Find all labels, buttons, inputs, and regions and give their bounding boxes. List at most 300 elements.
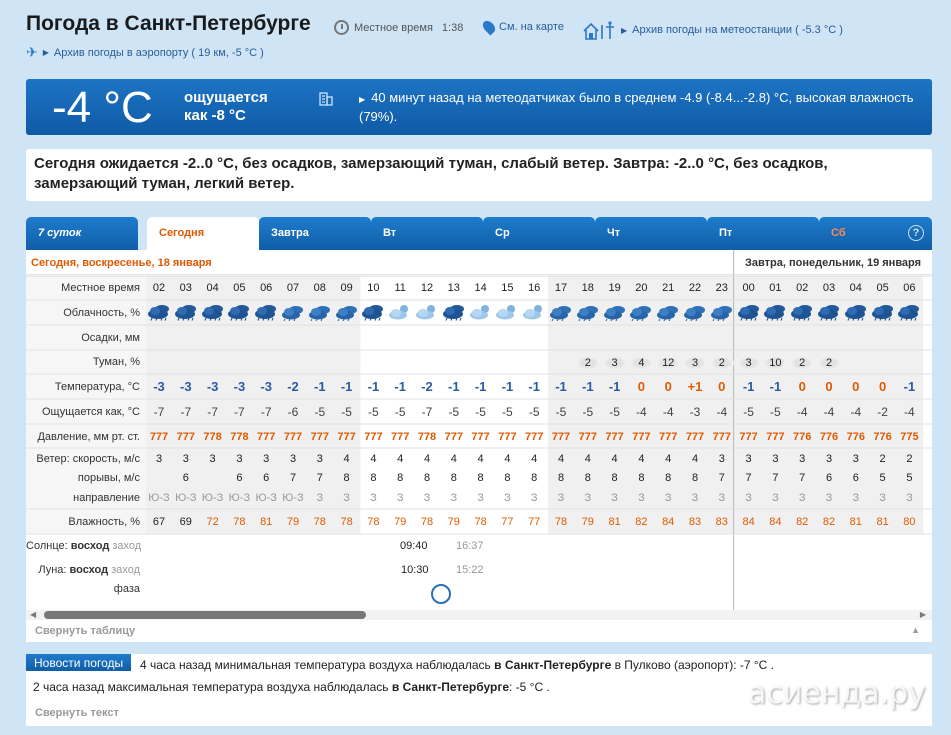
hour-cell: 20 — [635, 282, 648, 294]
gust-cell: 8 — [638, 472, 645, 484]
pressure-cell: 778 — [417, 431, 437, 443]
sunset-time: 16:37 — [456, 540, 484, 552]
news-item-text: 2 часа назад максимальная температура воздуха наблюдалась — [33, 680, 392, 694]
wind-direction-cell: Ю-З — [228, 492, 251, 504]
row-label-sun — [26, 540, 140, 552]
airplane-icon: ✈ — [26, 44, 38, 60]
partly-cloudy-icon — [388, 303, 412, 321]
temperature-cell: +1 — [687, 379, 703, 394]
humidity-cell: 84 — [742, 516, 755, 528]
humidity-cell: 82 — [822, 516, 836, 528]
feels-like-cell: -6 — [287, 405, 299, 419]
gust-cell: 8 — [450, 472, 457, 484]
row-label-phase: фаза — [113, 583, 140, 595]
hour-cell: 03 — [822, 282, 836, 294]
hour-cell: 04 — [206, 282, 219, 294]
humidity-cell: 69 — [179, 516, 192, 528]
temperature-cell: -1 — [769, 379, 782, 394]
feels-like-cell: -5 — [314, 405, 326, 419]
hour-cell: 11 — [394, 282, 406, 294]
wind-direction-cell: Ю-З — [175, 492, 197, 504]
fog-value: 3 — [683, 356, 707, 370]
feels-like-cell: -4 — [716, 405, 728, 419]
arrow-right-icon: ▶ — [359, 95, 366, 104]
wind-direction-cell: З — [611, 492, 618, 504]
feels-like — [184, 89, 268, 125]
humidity-cell: 81 — [876, 516, 889, 528]
temperature-cell: -1 — [742, 379, 755, 394]
wind-direction-cell: З — [772, 492, 779, 504]
caret-up-icon[interactable]: ▲ — [911, 625, 920, 635]
gust-cell: 8 — [691, 472, 699, 484]
wind-speed-cell: 3 — [289, 453, 297, 465]
cloudy-icon — [656, 303, 680, 321]
pressure-cell: 776 — [793, 431, 812, 443]
today-date-label: Сегодня, воскресенье, 18 января — [31, 257, 212, 269]
news-item-city: в Санкт-Петербурге — [494, 658, 612, 672]
wind-direction-cell: З — [584, 492, 592, 504]
hour-cell: 06 — [260, 282, 273, 294]
scroll-right-icon[interactable]: ▶ — [919, 610, 926, 619]
pressure-cell: 777 — [766, 431, 785, 443]
forecast-table — [26, 250, 932, 642]
wind-speed-cell: 4 — [584, 453, 591, 465]
wind-direction-cell: З — [557, 492, 565, 504]
temperature-cell: -1 — [528, 379, 540, 394]
cloudy-icon — [281, 303, 305, 321]
temperature-cell: -3 — [180, 379, 192, 394]
tab-saturday[interactable] — [819, 217, 932, 250]
hour-cell: 01 — [769, 282, 782, 294]
pressure-cell: 777 — [551, 431, 571, 443]
scrollbar-thumb[interactable] — [44, 611, 366, 619]
humidity-cell: 79 — [447, 516, 460, 528]
news-item-text-end: в Пулково (аэропорт): -7 °С . — [611, 658, 774, 672]
humidity-cell: 84 — [769, 516, 782, 528]
wind-direction-cell: З — [477, 492, 484, 504]
local-time-value: 1:38 — [441, 21, 464, 34]
hour-cell: 13 — [447, 282, 460, 294]
wind-speed-cell: 3 — [263, 453, 270, 465]
temperature-cell: 0 — [825, 379, 833, 394]
hour-cell: 19 — [608, 282, 621, 294]
feels-like-cell: -5 — [448, 405, 460, 419]
pressure-cell: 777 — [525, 431, 544, 443]
wind-speed-cell: 4 — [665, 453, 672, 465]
cloudy-icon — [576, 303, 600, 321]
wind-direction-cell: З — [906, 492, 913, 504]
temperature-cell: -2 — [287, 379, 299, 394]
pressure-cell: 777 — [176, 431, 195, 443]
hour-cell: 22 — [688, 282, 702, 294]
feels-like-line1: ощущается — [184, 89, 268, 106]
hour-cell: 08 — [313, 282, 326, 294]
map-pin-icon — [481, 19, 498, 36]
news-badge: Новости погоды — [26, 654, 131, 671]
arrow-right-icon: ▶ — [42, 48, 49, 57]
feels-like-cell: -2 — [877, 405, 888, 419]
partly-cloudy-icon — [469, 303, 493, 321]
humidity-cell: 78 — [420, 516, 434, 528]
wind-speed-cell: 4 — [370, 453, 377, 465]
pressure-cell: 777 — [257, 431, 276, 443]
pressure-cell: 777 — [498, 431, 517, 443]
cloudy-icon — [549, 303, 573, 321]
horizontal-scrollbar[interactable] — [26, 610, 932, 620]
station-archive-label[interactable]: Архив погоды на метеостанции ( -5.3 °C ) — [632, 24, 843, 36]
humidity-cell: 72 — [206, 516, 219, 528]
temperature-cell: 0 — [852, 379, 860, 394]
page-title: Погода в Санкт-Петербурге — [26, 12, 311, 35]
hour-cell: 18 — [581, 282, 594, 294]
wind-direction-cell: З — [852, 492, 860, 504]
row-label-gusts: порывы, м/с — [77, 472, 140, 484]
temperature-cell: -1 — [340, 379, 353, 394]
gust-cell: 8 — [397, 472, 404, 484]
news-item — [140, 658, 774, 672]
pressure-cell: 776 — [819, 431, 839, 443]
moonrise-time: 10:30 — [401, 564, 429, 576]
tab-tuesday[interactable]: Вт — [371, 217, 483, 250]
wind-speed-cell: 4 — [557, 453, 565, 465]
sunset-word: заход — [112, 540, 142, 552]
wind-direction-cell: Ю-З — [201, 492, 224, 504]
forecast-summary: Сегодня ожидается -2..0 °C, без осадков, замерзающий туман, слабый ветер. Завтра: -2..0 °C, без осадков, замерзающий туман, легкий ветер. — [26, 149, 932, 201]
feels-like-cell: -4 — [636, 405, 647, 419]
wind-speed-cell: 3 — [745, 453, 752, 465]
overcast-icon — [817, 303, 841, 321]
sunrise-time: 09:40 — [400, 540, 428, 552]
row-label-precip: Осадки, мм — [81, 332, 140, 344]
gust-cell: 7 — [718, 472, 725, 484]
temperature-cell: -3 — [260, 379, 272, 394]
pressure-cell: 777 — [337, 431, 356, 443]
gust-cell: 5 — [879, 472, 886, 484]
gust-cell: 6 — [182, 472, 189, 484]
tab-today[interactable]: Сегодня — [147, 217, 259, 250]
row-label-temp: Температура, °С — [54, 381, 140, 393]
hour-cell: 16 — [528, 282, 541, 294]
tab-7-days[interactable]: 7 суток — [26, 217, 138, 250]
news-item-text: 4 часа назад минимальная температура воздуха наблюдалась — [140, 658, 495, 672]
fog-value: 12 — [656, 356, 680, 370]
sensor-note — [359, 89, 924, 125]
gust-cell: 8 — [557, 472, 565, 484]
sunrise-word: восход — [70, 540, 110, 552]
humidity-cell: 83 — [715, 516, 728, 528]
overcast-icon — [871, 303, 895, 321]
row-label-pressure: Давление, мм рт. ст. — [37, 431, 140, 443]
hour-cell: 12 — [420, 282, 434, 294]
feels-like-cell: -3 — [689, 405, 701, 419]
temperature-cell: -1 — [314, 379, 326, 394]
feels-like-cell: -5 — [475, 405, 486, 419]
cloudy-icon — [710, 303, 734, 321]
fog-value: 3 — [737, 356, 761, 370]
wind-speed-cell: 4 — [504, 453, 511, 465]
cloudy-icon — [683, 303, 707, 321]
wind-direction-cell: Ю-З — [255, 492, 277, 504]
temperature-cell: -3 — [233, 379, 246, 394]
gust-cell: 8 — [504, 472, 511, 484]
pressure-cell: 777 — [471, 431, 490, 443]
gust-cell: 6 — [236, 472, 243, 484]
wind-speed-cell: 4 — [638, 453, 645, 465]
humidity-cell: 83 — [688, 516, 702, 528]
humidity-cell: 78 — [367, 516, 380, 528]
wind-direction-cell: З — [798, 492, 806, 504]
temperature-cell: -3 — [206, 379, 219, 394]
temperature-cell: -1 — [367, 379, 380, 394]
gust-cell: 8 — [611, 472, 618, 484]
news-item-city: в Санкт-Петербурге — [391, 680, 509, 694]
wind-direction-cell: З — [370, 492, 377, 504]
overcast-icon — [844, 303, 868, 321]
hour-cell: 05 — [233, 282, 246, 294]
pressure-cell: 778 — [230, 431, 249, 443]
feels-like-cell: -4 — [850, 405, 862, 419]
feels-like-cell: -5 — [582, 405, 594, 419]
tomorrow-date-label: Завтра, понедельник, 19 января — [745, 257, 922, 269]
tab-thursday[interactable]: Чт — [595, 217, 707, 250]
pressure-cell: 777 — [605, 431, 624, 443]
gust-cell: 7 — [316, 472, 323, 484]
wind-direction-cell: З — [396, 492, 404, 504]
temperature-cell: -1 — [448, 379, 460, 394]
partly-cloudy-icon — [415, 303, 439, 321]
hour-cell: 02 — [152, 282, 166, 294]
wind-speed-cell: 4 — [531, 453, 538, 465]
wind-speed-cell: 2 — [879, 453, 886, 465]
wind-speed-cell: 3 — [236, 453, 243, 465]
row-label-direction: направление — [73, 492, 140, 504]
wind-speed-cell: 3 — [182, 453, 189, 465]
help-icon[interactable]: ? — [908, 225, 924, 241]
feels-like-cell: -4 — [796, 405, 808, 419]
wind-direction-cell: З — [530, 492, 538, 504]
wind-direction-cell: З — [825, 492, 833, 504]
humidity-cell: 80 — [903, 516, 916, 528]
hour-cell: 04 — [849, 282, 862, 294]
feels-like-cell: -4 — [662, 405, 674, 419]
wind-direction-cell: З — [316, 492, 324, 504]
local-time-label: Местное время — [354, 21, 433, 34]
tab-tomorrow[interactable]: Завтра — [259, 217, 371, 250]
humidity-cell: 81 — [849, 516, 862, 528]
temperature-cell: 0 — [637, 379, 645, 394]
collapse-table-link[interactable]: Свернуть таблицу — [35, 625, 136, 637]
overcast-icon — [442, 303, 466, 321]
pressure-cell: 777 — [712, 431, 731, 443]
temperature-cell: -2 — [421, 379, 433, 394]
humidity-cell: 81 — [608, 516, 621, 528]
airport-archive-label[interactable]: Архив погоды в аэропорту ( 19 км, -5 °C ) — [53, 46, 264, 59]
hour-cell: 03 — [179, 282, 192, 294]
building-icon — [318, 90, 334, 106]
cloudy-icon — [629, 303, 653, 321]
sun-prefix: Солнце: — [26, 540, 68, 552]
temperature-cell: -1 — [903, 379, 916, 394]
wind-speed-cell: 3 — [209, 453, 216, 465]
pressure-cell: 777 — [739, 431, 758, 443]
pressure-cell: 775 — [900, 431, 919, 443]
humidity-cell: 79 — [394, 516, 407, 528]
temperature-cell: -3 — [153, 379, 165, 394]
feels-like-cell: -5 — [368, 405, 379, 419]
wind-speed-cell: 4 — [397, 453, 404, 465]
pressure-cell: 777 — [391, 431, 410, 443]
wind-direction-cell: З — [450, 492, 458, 504]
tab-saturday-label[interactable]: Сб — [831, 227, 846, 239]
temperature-cell: -1 — [608, 379, 621, 394]
humidity-cell: 84 — [662, 516, 675, 528]
station-archive-link[interactable] — [582, 20, 843, 40]
pressure-cell: 776 — [846, 431, 865, 443]
sensor-note-text: 40 минут назад на метеодатчиках было в среднем -4.9 (-8.4...-2.8) °C, высокая влажность (79%). — [359, 90, 914, 124]
row-label-time: Местное время — [61, 282, 140, 294]
temperature-cell: -1 — [501, 379, 514, 394]
gust-cell: 7 — [799, 472, 806, 484]
partly-cloudy-icon — [495, 303, 519, 321]
feels-like-cell: -5 — [743, 405, 754, 419]
wind-speed-cell: 4 — [611, 453, 618, 465]
wind-direction-cell: З — [504, 492, 511, 504]
partly-cloudy-icon — [522, 303, 546, 321]
humidity-cell: 79 — [286, 516, 300, 528]
gust-cell: 8 — [343, 472, 350, 484]
row-label-cloud: Облачность, % — [63, 307, 140, 319]
overcast-icon — [763, 303, 787, 321]
temperature-cell: -1 — [555, 379, 567, 394]
humidity-cell: 78 — [313, 516, 326, 528]
feels-like-cell: -4 — [904, 405, 915, 419]
moonset-word: заход — [111, 564, 140, 576]
humidity-cell: 82 — [796, 516, 809, 528]
gust-cell: 8 — [423, 472, 431, 484]
cloudy-icon — [335, 303, 359, 321]
collapse-text-link[interactable]: Свернуть текст — [35, 707, 119, 719]
overcast-icon — [174, 303, 198, 321]
map-link-label[interactable]: См. на карте — [499, 21, 564, 33]
gust-cell: 6 — [263, 472, 270, 484]
moon-prefix: Луна: — [38, 564, 67, 576]
temperature-cell: -1 — [394, 379, 406, 394]
pressure-cell: 777 — [283, 431, 303, 443]
hour-cell: 14 — [474, 282, 487, 294]
overcast-icon — [737, 303, 761, 321]
wind-speed-cell: 2 — [906, 453, 913, 465]
wind-speed-cell: 3 — [825, 453, 833, 465]
feels-like-cell: -7 — [207, 405, 218, 419]
wind-speed-cell: 3 — [718, 453, 725, 465]
humidity-cell: 78 — [233, 516, 246, 528]
gust-cell: 8 — [665, 472, 672, 484]
hour-cell: 05 — [876, 282, 889, 294]
feels-like-cell: -7 — [421, 405, 433, 419]
overcast-icon — [897, 303, 921, 321]
gust-cell: 8 — [584, 472, 591, 484]
fog-value: 10 — [763, 356, 787, 370]
map-link[interactable] — [484, 20, 564, 34]
wind-direction-cell: З — [638, 492, 645, 504]
pressure-cell: 777 — [310, 431, 329, 443]
wind-direction-cell: З — [343, 492, 350, 504]
local-time — [334, 20, 463, 35]
gust-cell: 7 — [772, 472, 779, 484]
cloudy-icon — [308, 303, 332, 321]
feels-like-cell: -7 — [260, 405, 272, 419]
wind-direction-cell: З — [691, 492, 699, 504]
feels-like-cell: -7 — [180, 405, 192, 419]
wind-speed-cell: 4 — [477, 453, 484, 465]
moonset-time: 15:22 — [456, 564, 484, 576]
wind-speed-cell: 4 — [343, 453, 350, 465]
airport-archive-link[interactable] — [26, 44, 264, 61]
feels-like-cell: -5 — [609, 405, 620, 419]
temperature-cell: -1 — [582, 379, 594, 394]
gust-cell: 8 — [477, 472, 484, 484]
arrow-right-icon: ▶ — [621, 25, 628, 35]
news-item-text-end: : -5 °С . — [509, 680, 550, 694]
feels-like-cell: -4 — [823, 405, 835, 419]
overcast-icon — [254, 303, 278, 321]
pressure-cell: 777 — [578, 431, 597, 443]
tab-friday[interactable]: Пт — [707, 217, 819, 250]
wind-speed-cell: 4 — [450, 453, 457, 465]
weather-station-icon — [582, 20, 616, 40]
pressure-cell: 778 — [203, 431, 222, 443]
humidity-cell: 78 — [340, 516, 353, 528]
day-tabs — [26, 217, 932, 250]
pressure-cell: 777 — [364, 431, 383, 443]
feels-like-line2: как -8 °C — [184, 107, 246, 124]
gust-cell: 8 — [370, 472, 377, 484]
hour-cell: 02 — [796, 282, 809, 294]
cloudy-icon — [603, 303, 627, 321]
wind-speed-cell: 3 — [155, 453, 163, 465]
moon-phase-icon — [431, 584, 451, 604]
gust-cell: 6 — [825, 472, 833, 484]
wind-direction-cell: З — [879, 492, 886, 504]
gust-cell: 7 — [745, 472, 752, 484]
overcast-icon — [227, 303, 251, 321]
news-item — [33, 680, 550, 694]
scroll-left-icon[interactable]: ◀ — [30, 610, 37, 619]
tab-wednesday[interactable]: Ср — [483, 217, 595, 250]
feels-like-cell: -7 — [234, 405, 245, 419]
row-label-wind-speed: Ветер: скорость, м/с — [36, 453, 140, 465]
feels-like-cell: -5 — [394, 405, 406, 419]
humidity-cell: 82 — [635, 516, 648, 528]
humidity-cell: 77 — [501, 516, 514, 528]
gust-cell: 7 — [289, 472, 297, 484]
humidity-cell: 78 — [474, 516, 487, 528]
fog-value: 3 — [603, 356, 627, 370]
row-label-fog: Туман, % — [92, 356, 140, 368]
humidity-cell: 67 — [152, 516, 166, 528]
humidity-cell: 77 — [528, 516, 541, 528]
gust-cell: 8 — [531, 472, 538, 484]
gust-cell: 6 — [852, 472, 859, 484]
current-temperature: -4 °C — [52, 83, 153, 132]
humidity-cell: 79 — [581, 516, 594, 528]
pressure-cell: 776 — [873, 431, 892, 443]
hour-cell: 21 — [662, 282, 675, 294]
pressure-cell: 777 — [149, 431, 169, 443]
feels-like-cell: -5 — [770, 405, 781, 419]
hour-cell: 10 — [367, 282, 380, 294]
gust-cell: 5 — [906, 472, 913, 484]
